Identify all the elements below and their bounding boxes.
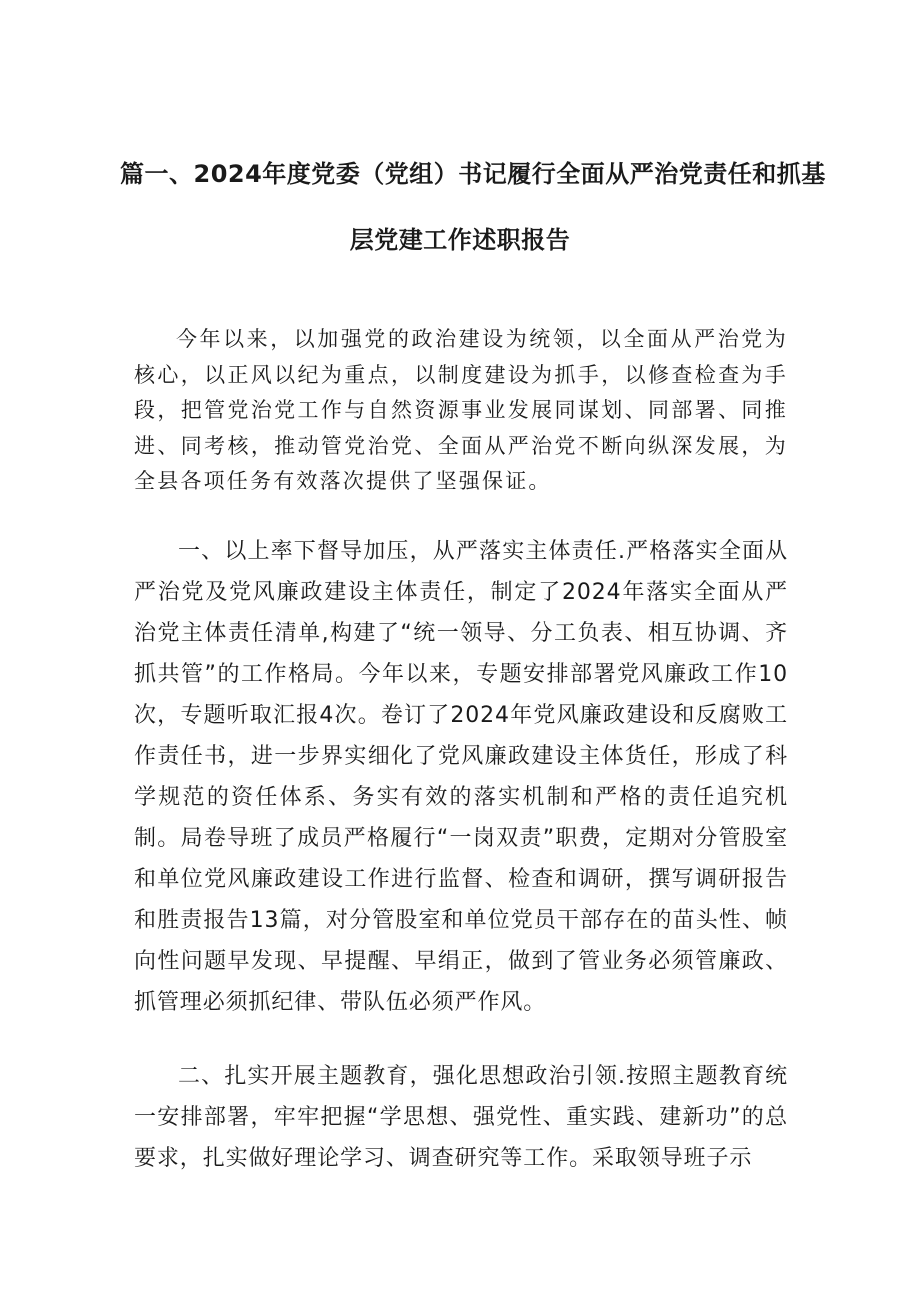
section-two-paragraph: 二、扎实开展主题教育，强化思想政治引领.按照主题教育统一安排部署，牢牢把握“学思想、强党性、重实践、建新功”的总要求，扎实做好理论学习、调查研究等工作。采取领导班子示: [134, 1064, 788, 1171]
document-title-line-2: 层党建工作述职报告: [349, 226, 571, 254]
intro-paragraph: 今年以来，以加强党的政治建设为统领，以全面从严治党为核心，以正风以纪为重点，以制度建设为抓手，以修查检查为手段，把管党治党工作与自然资源事业发展同谋划、同部署、同推进、同考核，推动管党治党、全面从严治党不断向纵深发展，为全县各项任务有效落次提供了坚强保证。: [134, 327, 788, 493]
section-one-paragraph: 一、以上率下督导加压，从严落实主体责任.严格落实全面从严治党及党风廉政建设主体责任，制定了2024年落实全面从严治党主体责任清单,构建了“统一领导、分工负表、相互协调、齐抓共管”的工作格局。今年以来，专题安排部署党风廉政工作10次，专题听取汇报4次。卷订了2024年党风廉政建设和反腐败工作责任书，进一步界实细化了党风廉政建设主体货任，形成了科学规范的资任体系、务实有效的落实机制和严格的责任追究机制。局卷导班了成员严格履行“一岗双责”职费，定期对分管股室和单位党风廉政建设工作进行监督、检查和调研，撰写调研报告和胜责报告13篇，对分管股室和单位党员干部存在的苗头性、帧向性问题早发现、早提醒、早绢正，做到了管业务必须管廉政、抓管理必须抓纪律、带队伍必须严作风。: [134, 539, 788, 1015]
document-title-line-1: 篇一、2024年度党委（党组）书记履行全面从严治党责任和抓基: [120, 160, 826, 188]
